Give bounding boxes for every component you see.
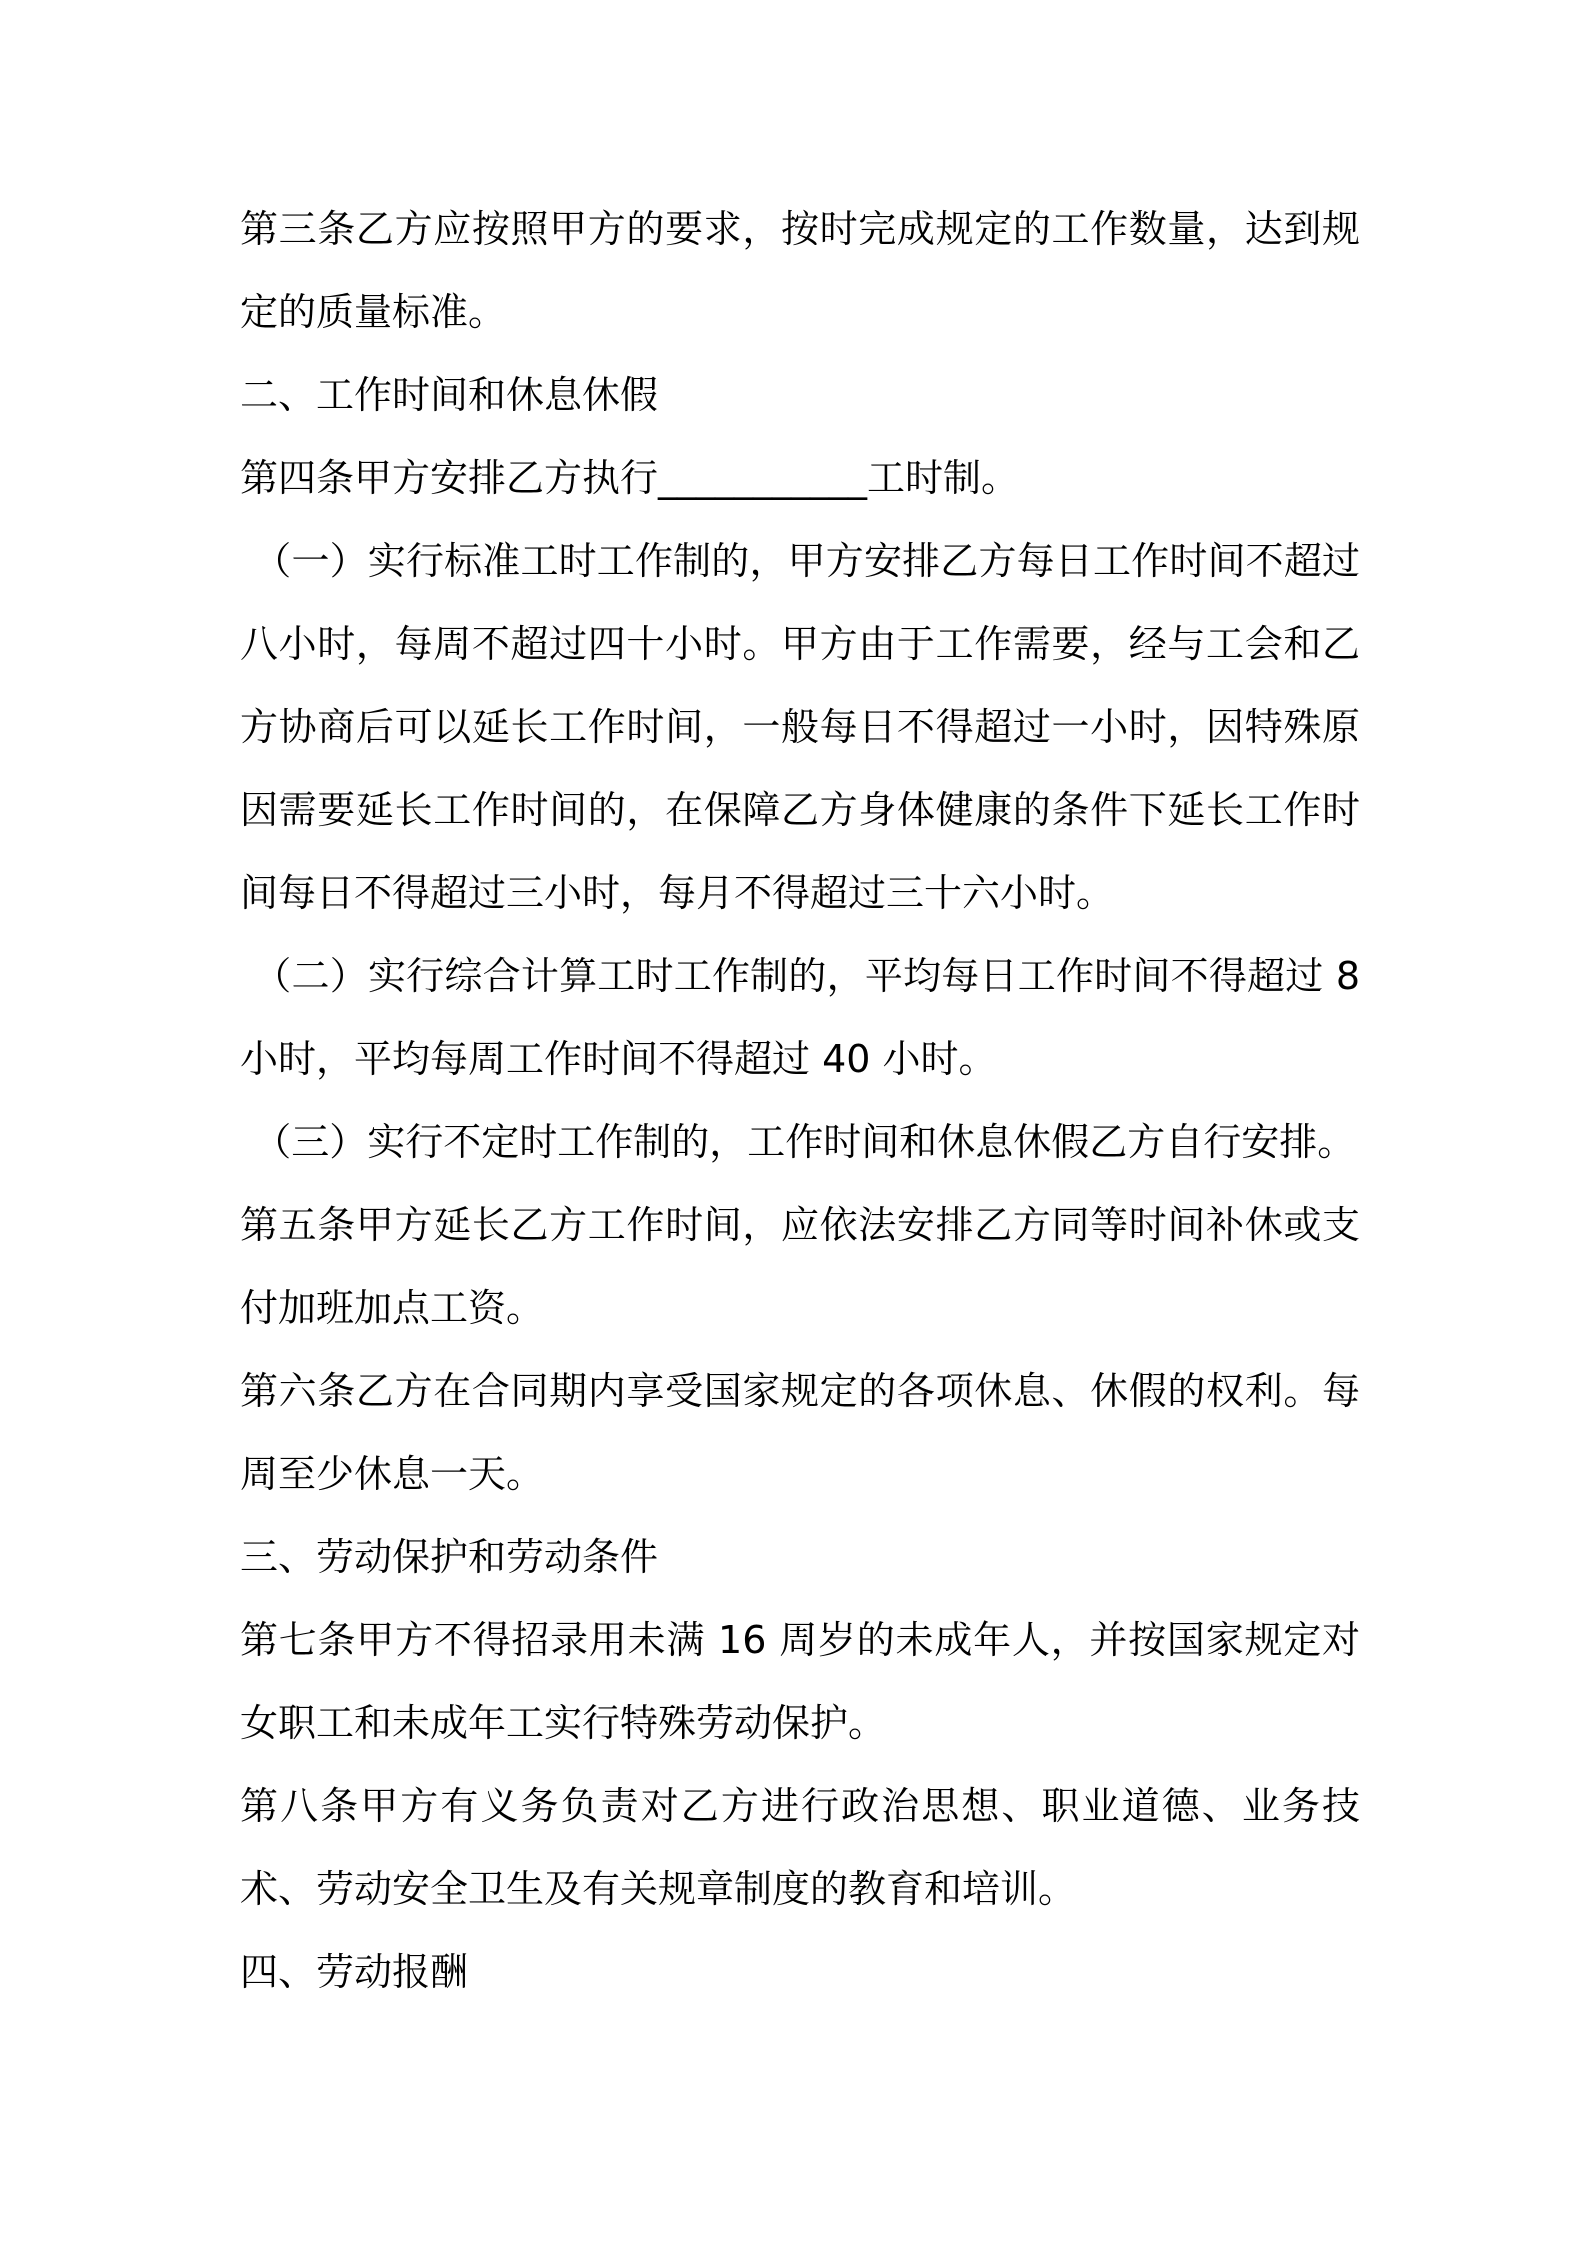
paragraph-item-2: （二）实行综合计算工时工作制的，平均每日工作时间不得超过 8 小时，平均每周工作时间不得超过 40 小时。 bbox=[240, 954, 1360, 1081]
section-heading-4: 四、劳动报酬 bbox=[240, 1950, 469, 1994]
paragraph-article-4: 第四条甲方安排乙方执行___________工时制。 bbox=[240, 456, 1020, 500]
paragraph-article-7: 第七条甲方不得招录用未满 16 周岁的未成年人，并按国家规定对女职工和未成年工实行特殊劳动保护。 bbox=[240, 1618, 1360, 1745]
paragraph-article-5: 第五条甲方延长乙方工作时间，应依法安排乙方同等时间补休或支付加班加点工资。 bbox=[240, 1203, 1360, 1330]
paragraph-item-1: （一）实行标准工时工作制的，甲方安排乙方每日工作时间不超过八小时，每周不超过四十小时。甲方由于工作需要，经与工会和乙方协商后可以延长工作时间，一般每日不得超过一小时，因特殊原因需要延长工作时间的，在保障乙方身体健康的条件下延长工作时间每日不得超过三小时，每月不得超过三十六小时。 bbox=[240, 539, 1360, 915]
document-body bbox=[240, 188, 1360, 2014]
paragraph-article-3: 第三条乙方应按照甲方的要求，按时完成规定的工作数量，达到规定的质量标准。 bbox=[240, 207, 1360, 334]
section-heading-3: 三、劳动保护和劳动条件 bbox=[240, 1535, 659, 1579]
paragraph-article-6: 第六条乙方在合同期内享受国家规定的各项休息、休假的权利。每周至少休息一天。 bbox=[240, 1369, 1360, 1496]
section-heading-2: 二、工作时间和休息休假 bbox=[240, 373, 659, 417]
paragraph-article-8: 第八条甲方有义务负责对乙方进行政治思想、职业道德、业务技术、劳动安全卫生及有关规章制度的教育和培训。 bbox=[240, 1784, 1360, 1911]
paragraph-item-3: （三）实行不定时工作制的，工作时间和休息休假乙方自行安排。 bbox=[253, 1120, 1356, 1164]
